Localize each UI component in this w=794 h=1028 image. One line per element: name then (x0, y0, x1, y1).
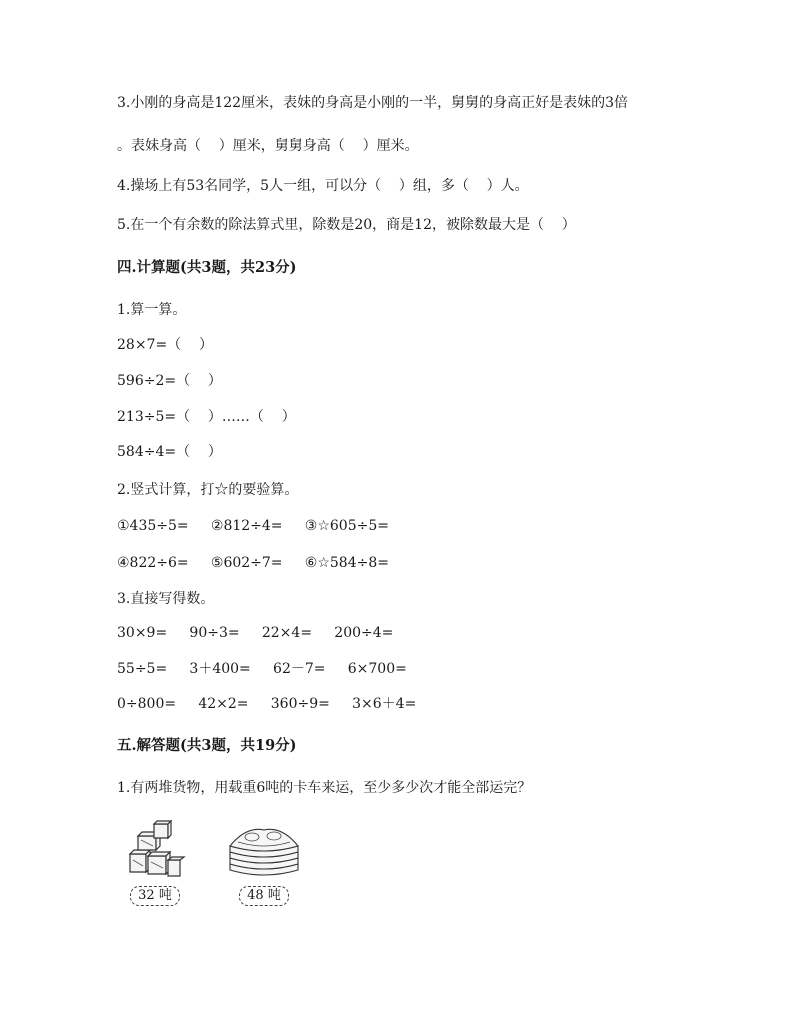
box-stack-icon (124, 820, 186, 880)
calc-2-title: 2.竖式计算，打☆的要验算。 (117, 482, 299, 498)
calc-2-row-1: ①435÷5= ②812÷4= ③☆605÷5= (117, 518, 389, 534)
box-pile-figure (122, 820, 188, 906)
calc-3-title: 3.直接写得数。 (117, 591, 215, 607)
sack-stack-icon (226, 820, 302, 880)
problem-5: 5.在一个有余数的除法算式里，除数是20，商是12，被除数最大是（ ） (117, 217, 576, 233)
calc-1-item-3: 213÷5=（ ）……（ ） (117, 409, 296, 425)
calc-1-item-1: 28×7=（ ） (117, 337, 213, 353)
calc-3-row-1: 30×9= 90÷3= 22×4= 200÷4= (117, 625, 394, 641)
problem-3-line-1: 3.小刚的身高是122厘米，表妹的身高是小刚的一半，舅舅的身高正好是表妹的3倍 (117, 95, 628, 111)
calc-1-title: 1.算一算。 (117, 302, 187, 318)
problem-3-line-2: 。表妹身高（ ）厘米，舅舅身高（ ）厘米。 (117, 138, 419, 154)
calc-3-row-2: 55÷5= 3＋400= 62－7= 6×700= (117, 661, 407, 677)
section-4-heading: 四.计算题(共3题，共23分) (117, 259, 297, 276)
section-5-heading: 五.解答题(共3题，共19分) (117, 737, 297, 754)
calc-3-row-3: 0÷800= 42×2= 360÷9= 3×6＋4= (117, 696, 417, 712)
calc-1-item-4: 584÷4=（ ） (117, 444, 222, 460)
word-problem-1: 1.有两堆货物，用载重6吨的卡车来运，至少多少次才能全部运完？ (117, 780, 532, 796)
left-weight-label: 32 吨 (130, 886, 180, 906)
calc-2-row-2: ④822÷6= ⑤602÷7= ⑥☆584÷8= (117, 555, 389, 571)
problem-4: 4.操场上有53名同学，5人一组，可以分（ ）组，多（ ）人。 (117, 178, 529, 194)
sack-pile-figure (224, 820, 304, 906)
calc-1-item-2: 596÷2=（ ） (117, 373, 222, 389)
right-weight-label: 48 吨 (239, 886, 289, 906)
